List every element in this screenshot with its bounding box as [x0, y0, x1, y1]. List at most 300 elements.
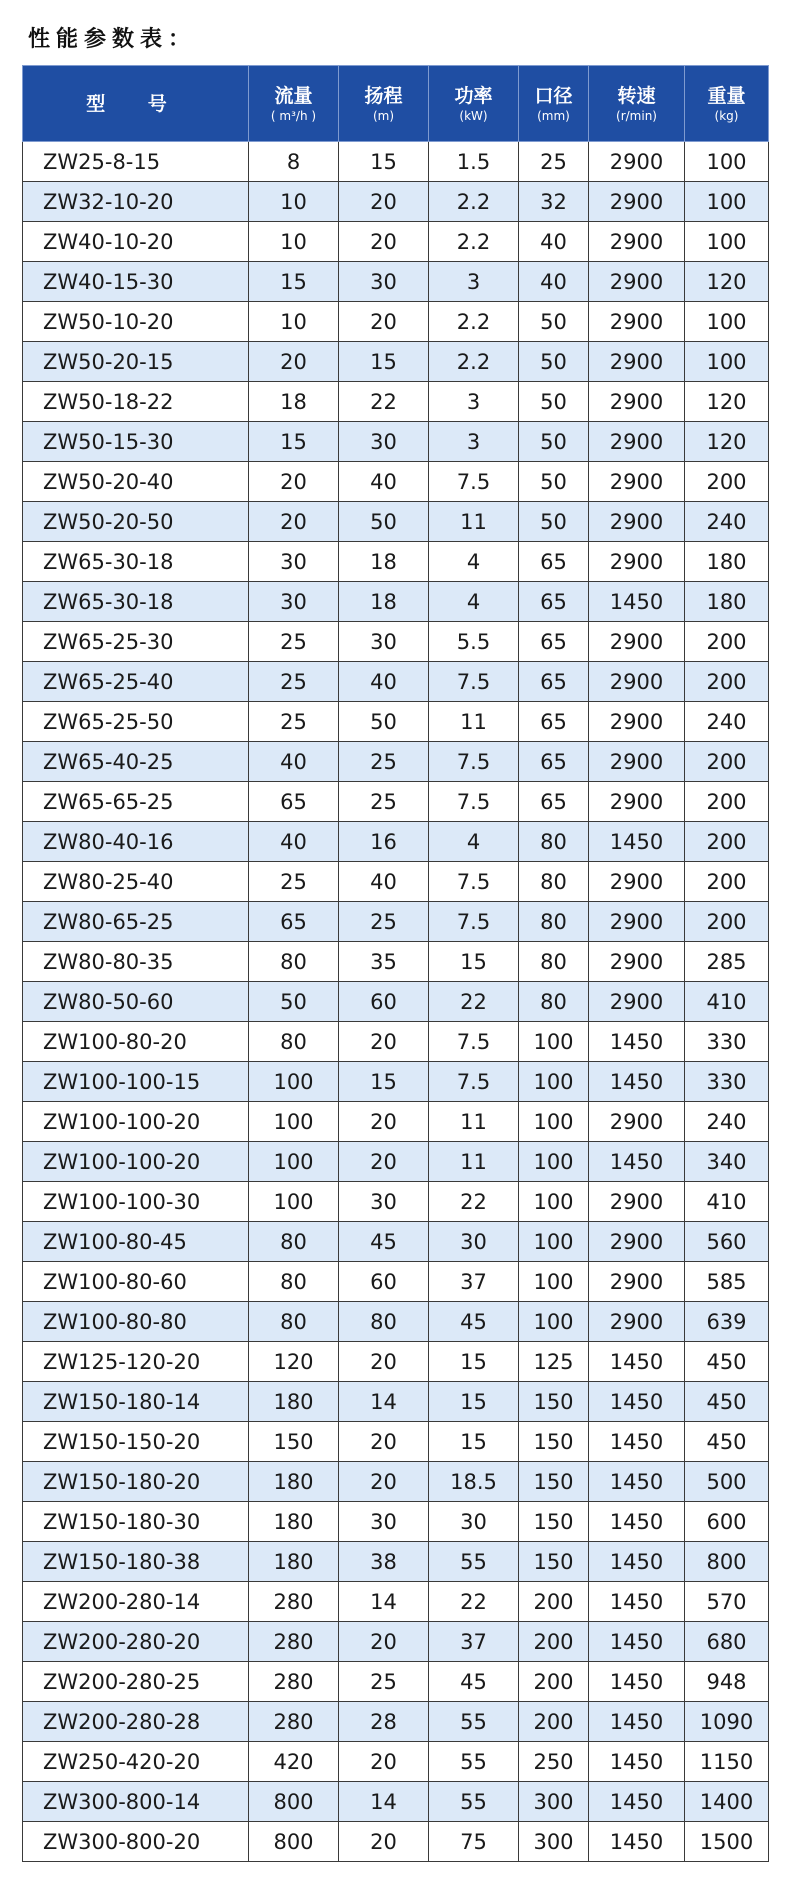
speed-cell: 2900	[589, 262, 685, 302]
head-cell: 30	[339, 262, 429, 302]
table-row	[23, 982, 769, 1022]
model-cell: ZW100-80-80	[23, 1302, 249, 1342]
flow-cell: 150	[249, 1422, 339, 1462]
weight-cell: 330	[685, 1062, 769, 1102]
flow-cell: 20	[249, 342, 339, 382]
head-cell: 20	[339, 1622, 429, 1662]
head-cell: 25	[339, 902, 429, 942]
diameter-cell: 80	[519, 862, 589, 902]
power-cell: 2.2	[429, 182, 519, 222]
model-cell: ZW65-30-18	[23, 582, 249, 622]
model-cell: ZW40-10-20	[23, 222, 249, 262]
speed-cell: 1450	[589, 1502, 685, 1542]
head-cell: 18	[339, 582, 429, 622]
speed-cell: 2900	[589, 1102, 685, 1142]
head-cell: 30	[339, 1502, 429, 1542]
weight-cell: 240	[685, 502, 769, 542]
power-cell: 3	[429, 262, 519, 302]
column-header-label: 重量	[707, 84, 746, 107]
model-cell: ZW250-420-20	[23, 1742, 249, 1782]
weight-cell: 200	[685, 742, 769, 782]
table-row	[23, 1422, 769, 1462]
diameter-cell: 100	[519, 1102, 589, 1142]
table-row	[23, 1542, 769, 1582]
model-cell: ZW150-150-20	[23, 1422, 249, 1462]
weight-cell: 500	[685, 1462, 769, 1502]
header-row	[23, 66, 769, 142]
diameter-cell: 65	[519, 582, 589, 622]
flow-cell: 80	[249, 1302, 339, 1342]
model-cell: ZW65-30-18	[23, 542, 249, 582]
weight-cell: 330	[685, 1022, 769, 1062]
model-cell: ZW65-25-30	[23, 622, 249, 662]
diameter-cell: 80	[519, 942, 589, 982]
diameter-cell: 50	[519, 382, 589, 422]
model-cell: ZW100-80-60	[23, 1262, 249, 1302]
weight-cell: 1150	[685, 1742, 769, 1782]
power-cell: 22	[429, 982, 519, 1022]
weight-cell: 600	[685, 1502, 769, 1542]
diameter-cell: 200	[519, 1702, 589, 1742]
head-cell: 20	[339, 182, 429, 222]
flow-cell: 80	[249, 1262, 339, 1302]
power-cell: 22	[429, 1182, 519, 1222]
column-header-label: 型 号	[86, 92, 185, 115]
speed-cell: 2900	[589, 1302, 685, 1342]
diameter-cell: 100	[519, 1142, 589, 1182]
table-row	[23, 1022, 769, 1062]
model-cell: ZW300-800-20	[23, 1822, 249, 1862]
table-row	[23, 382, 769, 422]
weight-cell: 180	[685, 582, 769, 622]
diameter-cell: 300	[519, 1822, 589, 1862]
speed-cell: 2900	[589, 502, 685, 542]
flow-cell: 30	[249, 542, 339, 582]
flow-cell: 25	[249, 862, 339, 902]
model-cell: ZW200-280-28	[23, 1702, 249, 1742]
flow-cell: 10	[249, 222, 339, 262]
diameter-cell: 50	[519, 422, 589, 462]
head-cell: 20	[339, 222, 429, 262]
power-cell: 7.5	[429, 782, 519, 822]
head-cell: 25	[339, 742, 429, 782]
model-cell: ZW100-100-30	[23, 1182, 249, 1222]
flow-cell: 10	[249, 182, 339, 222]
diameter-cell: 40	[519, 262, 589, 302]
column-header-unit: (mm)	[537, 108, 570, 123]
head-cell: 60	[339, 982, 429, 1022]
diameter-cell: 200	[519, 1582, 589, 1622]
flow-cell: 180	[249, 1382, 339, 1422]
head-cell: 35	[339, 942, 429, 982]
weight-cell: 120	[685, 422, 769, 462]
diameter-cell: 100	[519, 1022, 589, 1062]
model-cell: ZW65-25-40	[23, 662, 249, 702]
column-header-model	[23, 66, 249, 142]
head-cell: 15	[339, 342, 429, 382]
table-row	[23, 502, 769, 542]
power-cell: 7.5	[429, 742, 519, 782]
head-cell: 30	[339, 1182, 429, 1222]
power-cell: 55	[429, 1742, 519, 1782]
weight-cell: 100	[685, 302, 769, 342]
weight-cell: 585	[685, 1262, 769, 1302]
model-cell: ZW80-80-35	[23, 942, 249, 982]
weight-cell: 200	[685, 662, 769, 702]
table-row	[23, 1142, 769, 1182]
diameter-cell: 100	[519, 1302, 589, 1342]
flow-cell: 80	[249, 1222, 339, 1262]
head-cell: 50	[339, 502, 429, 542]
page-title: 性能参数表：	[28, 27, 197, 52]
diameter-cell: 65	[519, 702, 589, 742]
table-row	[23, 342, 769, 382]
diameter-cell: 50	[519, 462, 589, 502]
diameter-cell: 150	[519, 1502, 589, 1542]
speed-cell: 1450	[589, 1542, 685, 1582]
diameter-cell: 150	[519, 1542, 589, 1582]
speed-cell: 2900	[589, 942, 685, 982]
column-header-unit: (kW)	[459, 108, 488, 123]
weight-cell: 200	[685, 782, 769, 822]
flow-cell: 180	[249, 1542, 339, 1582]
head-cell: 20	[339, 1422, 429, 1462]
weight-cell: 560	[685, 1222, 769, 1262]
head-cell: 60	[339, 1262, 429, 1302]
model-cell: ZW100-80-20	[23, 1022, 249, 1062]
flow-cell: 40	[249, 822, 339, 862]
flow-cell: 8	[249, 142, 339, 182]
power-cell: 55	[429, 1782, 519, 1822]
model-cell: ZW80-50-60	[23, 982, 249, 1022]
power-cell: 3	[429, 422, 519, 462]
model-cell: ZW100-100-15	[23, 1062, 249, 1102]
table-row	[23, 142, 769, 182]
flow-cell: 65	[249, 902, 339, 942]
flow-cell: 20	[249, 462, 339, 502]
table-row	[23, 1782, 769, 1822]
weight-cell: 1500	[685, 1822, 769, 1862]
head-cell: 20	[339, 1462, 429, 1502]
diameter-cell: 150	[519, 1462, 589, 1502]
diameter-cell: 50	[519, 302, 589, 342]
flow-cell: 180	[249, 1502, 339, 1542]
table-row	[23, 1262, 769, 1302]
power-cell: 4	[429, 822, 519, 862]
weight-cell: 100	[685, 342, 769, 382]
speed-cell: 1450	[589, 1742, 685, 1782]
weight-cell: 240	[685, 1102, 769, 1142]
model-cell: ZW50-20-40	[23, 462, 249, 502]
weight-cell: 410	[685, 982, 769, 1022]
table-row	[23, 182, 769, 222]
power-cell: 5.5	[429, 622, 519, 662]
diameter-cell: 150	[519, 1422, 589, 1462]
head-cell: 20	[339, 1142, 429, 1182]
power-cell: 37	[429, 1262, 519, 1302]
model-cell: ZW65-25-50	[23, 702, 249, 742]
column-header-label: 转速	[617, 84, 656, 107]
table-row	[23, 782, 769, 822]
performance-parameters-table	[22, 65, 769, 1862]
power-cell: 11	[429, 702, 519, 742]
diameter-cell: 65	[519, 662, 589, 702]
diameter-cell: 40	[519, 222, 589, 262]
head-cell: 15	[339, 1062, 429, 1102]
power-cell: 2.2	[429, 302, 519, 342]
flow-cell: 50	[249, 982, 339, 1022]
table-row	[23, 1662, 769, 1702]
weight-cell: 680	[685, 1622, 769, 1662]
column-header-flow	[249, 66, 339, 142]
diameter-cell: 80	[519, 822, 589, 862]
column-header-unit: ( m³/h )	[270, 108, 317, 123]
speed-cell: 2900	[589, 902, 685, 942]
diameter-cell: 100	[519, 1222, 589, 1262]
head-cell: 14	[339, 1582, 429, 1622]
speed-cell: 2900	[589, 622, 685, 662]
table-row	[23, 462, 769, 502]
diameter-cell: 80	[519, 902, 589, 942]
head-cell: 25	[339, 782, 429, 822]
speed-cell: 1450	[589, 1342, 685, 1382]
power-cell: 2.2	[429, 342, 519, 382]
head-cell: 20	[339, 1822, 429, 1862]
weight-cell: 100	[685, 142, 769, 182]
table-row	[23, 222, 769, 262]
power-cell: 75	[429, 1822, 519, 1862]
table-row	[23, 1582, 769, 1622]
head-cell: 20	[339, 1342, 429, 1382]
flow-cell: 18	[249, 382, 339, 422]
flow-cell: 800	[249, 1782, 339, 1822]
speed-cell: 2900	[589, 542, 685, 582]
flow-cell: 80	[249, 1022, 339, 1062]
power-cell: 55	[429, 1542, 519, 1582]
model-cell: ZW200-280-25	[23, 1662, 249, 1702]
power-cell: 4	[429, 542, 519, 582]
speed-cell: 2900	[589, 462, 685, 502]
flow-cell: 80	[249, 942, 339, 982]
power-cell: 55	[429, 1702, 519, 1742]
table-row	[23, 1342, 769, 1382]
column-header-speed	[589, 66, 685, 142]
table-header	[23, 66, 769, 142]
flow-cell: 120	[249, 1342, 339, 1382]
speed-cell: 1450	[589, 1142, 685, 1182]
head-cell: 18	[339, 542, 429, 582]
diameter-cell: 25	[519, 142, 589, 182]
head-cell: 40	[339, 462, 429, 502]
flow-cell: 100	[249, 1102, 339, 1142]
speed-cell: 1450	[589, 582, 685, 622]
diameter-cell: 300	[519, 1782, 589, 1822]
diameter-cell: 100	[519, 1182, 589, 1222]
head-cell: 16	[339, 822, 429, 862]
model-cell: ZW150-180-14	[23, 1382, 249, 1422]
column-header-unit: (m)	[372, 108, 395, 123]
power-cell: 45	[429, 1662, 519, 1702]
table-row	[23, 582, 769, 622]
weight-cell: 120	[685, 262, 769, 302]
weight-cell: 180	[685, 542, 769, 582]
model-cell: ZW300-800-14	[23, 1782, 249, 1822]
weight-cell: 200	[685, 622, 769, 662]
model-cell: ZW50-20-15	[23, 342, 249, 382]
diameter-cell: 80	[519, 982, 589, 1022]
model-cell: ZW200-280-20	[23, 1622, 249, 1662]
speed-cell: 1450	[589, 1822, 685, 1862]
column-header-power	[429, 66, 519, 142]
table-row	[23, 1462, 769, 1502]
power-cell: 7.5	[429, 462, 519, 502]
model-cell: ZW32-10-20	[23, 182, 249, 222]
speed-cell: 1450	[589, 1062, 685, 1102]
diameter-cell: 125	[519, 1342, 589, 1382]
speed-cell: 1450	[589, 1782, 685, 1822]
power-cell: 1.5	[429, 142, 519, 182]
model-cell: ZW125-120-20	[23, 1342, 249, 1382]
head-cell: 25	[339, 1662, 429, 1702]
table-row	[23, 1742, 769, 1782]
weight-cell: 200	[685, 462, 769, 502]
model-cell: ZW80-40-16	[23, 822, 249, 862]
flow-cell: 40	[249, 742, 339, 782]
model-cell: ZW150-180-30	[23, 1502, 249, 1542]
head-cell: 80	[339, 1302, 429, 1342]
speed-cell: 1450	[589, 1462, 685, 1502]
flow-cell: 100	[249, 1142, 339, 1182]
flow-cell: 180	[249, 1462, 339, 1502]
table-row	[23, 1502, 769, 1542]
head-cell: 22	[339, 382, 429, 422]
flow-cell: 25	[249, 702, 339, 742]
head-cell: 28	[339, 1702, 429, 1742]
flow-cell: 280	[249, 1622, 339, 1662]
table-row	[23, 262, 769, 302]
table-body	[23, 142, 769, 1862]
power-cell: 7.5	[429, 862, 519, 902]
weight-cell: 1400	[685, 1782, 769, 1822]
power-cell: 7.5	[429, 902, 519, 942]
diameter-cell: 65	[519, 742, 589, 782]
flow-cell: 100	[249, 1062, 339, 1102]
head-cell: 40	[339, 862, 429, 902]
table-row	[23, 1102, 769, 1142]
weight-cell: 200	[685, 862, 769, 902]
diameter-cell: 150	[519, 1382, 589, 1422]
power-cell: 18.5	[429, 1462, 519, 1502]
flow-cell: 15	[249, 422, 339, 462]
head-cell: 20	[339, 1102, 429, 1142]
diameter-cell: 32	[519, 182, 589, 222]
power-cell: 11	[429, 502, 519, 542]
model-cell: ZW80-25-40	[23, 862, 249, 902]
weight-cell: 200	[685, 902, 769, 942]
diameter-cell: 200	[519, 1662, 589, 1702]
table-row	[23, 622, 769, 662]
power-cell: 15	[429, 942, 519, 982]
power-cell: 37	[429, 1622, 519, 1662]
power-cell: 3	[429, 382, 519, 422]
model-cell: ZW150-180-20	[23, 1462, 249, 1502]
table-row	[23, 1822, 769, 1862]
speed-cell: 2900	[589, 862, 685, 902]
speed-cell: 2900	[589, 382, 685, 422]
head-cell: 40	[339, 662, 429, 702]
diameter-cell: 50	[519, 342, 589, 382]
head-cell: 20	[339, 1022, 429, 1062]
head-cell: 38	[339, 1542, 429, 1582]
table-row	[23, 1382, 769, 1422]
flow-cell: 25	[249, 662, 339, 702]
model-cell: ZW40-15-30	[23, 262, 249, 302]
speed-cell: 2900	[589, 1182, 685, 1222]
flow-cell: 15	[249, 262, 339, 302]
model-cell: ZW200-280-14	[23, 1582, 249, 1622]
power-cell: 45	[429, 1302, 519, 1342]
column-header-label: 扬程	[364, 84, 403, 107]
power-cell: 7.5	[429, 662, 519, 702]
diameter-cell: 65	[519, 622, 589, 662]
speed-cell: 1450	[589, 1022, 685, 1062]
table-row	[23, 422, 769, 462]
model-cell: ZW50-15-30	[23, 422, 249, 462]
weight-cell: 450	[685, 1422, 769, 1462]
table-row	[23, 742, 769, 782]
speed-cell: 1450	[589, 1622, 685, 1662]
table-row	[23, 822, 769, 862]
head-cell: 20	[339, 302, 429, 342]
speed-cell: 1450	[589, 1382, 685, 1422]
column-header-head	[339, 66, 429, 142]
table-row	[23, 1182, 769, 1222]
table-row	[23, 1222, 769, 1262]
table-row	[23, 1062, 769, 1102]
speed-cell: 2900	[589, 302, 685, 342]
head-cell: 50	[339, 702, 429, 742]
power-cell: 7.5	[429, 1062, 519, 1102]
column-header-label: 流量	[274, 84, 313, 107]
weight-cell: 1090	[685, 1702, 769, 1742]
model-cell: ZW100-80-45	[23, 1222, 249, 1262]
diameter-cell: 65	[519, 782, 589, 822]
speed-cell: 2900	[589, 182, 685, 222]
power-cell: 7.5	[429, 1022, 519, 1062]
speed-cell: 2900	[589, 702, 685, 742]
weight-cell: 800	[685, 1542, 769, 1582]
power-cell: 15	[429, 1382, 519, 1422]
flow-cell: 280	[249, 1582, 339, 1622]
power-cell: 15	[429, 1342, 519, 1382]
flow-cell: 420	[249, 1742, 339, 1782]
weight-cell: 100	[685, 182, 769, 222]
head-cell: 15	[339, 142, 429, 182]
flow-cell: 280	[249, 1702, 339, 1742]
diameter-cell: 200	[519, 1622, 589, 1662]
diameter-cell: 65	[519, 542, 589, 582]
column-header-diameter	[519, 66, 589, 142]
power-cell: 22	[429, 1582, 519, 1622]
model-cell: ZW65-65-25	[23, 782, 249, 822]
table-row	[23, 542, 769, 582]
flow-cell: 25	[249, 622, 339, 662]
weight-cell: 240	[685, 702, 769, 742]
speed-cell: 1450	[589, 822, 685, 862]
weight-cell: 120	[685, 382, 769, 422]
flow-cell: 280	[249, 1662, 339, 1702]
power-cell: 4	[429, 582, 519, 622]
